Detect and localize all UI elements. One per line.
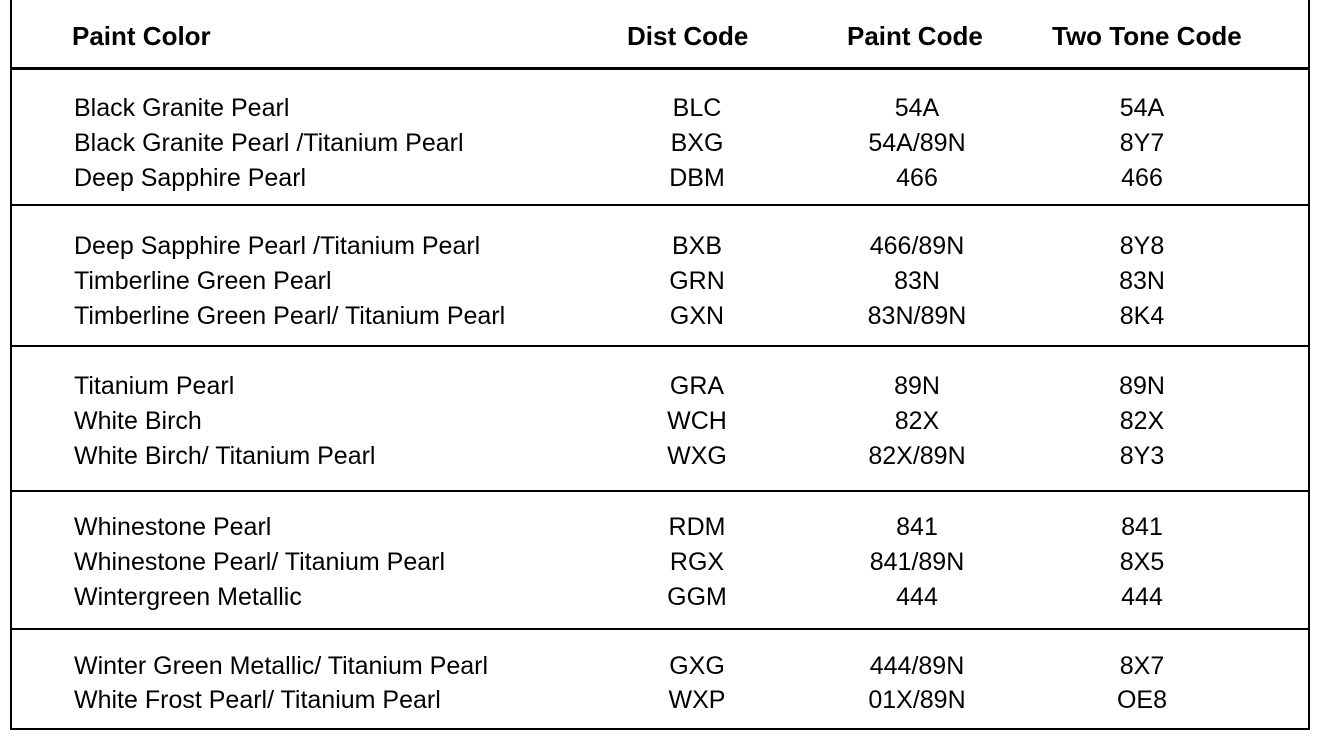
paint-color-cell: Whinestone Pearl [74, 513, 272, 541]
paint-color-cell: Black Granite Pearl [74, 94, 290, 122]
header-dist-code: Dist Code [627, 21, 749, 51]
table-group [12, 70, 1308, 206]
paint-code-cell: 89N [894, 372, 940, 400]
table-row [12, 439, 1308, 474]
dist-code-cell: DBM [669, 164, 725, 192]
table-row [12, 404, 1308, 439]
table-row [12, 580, 1308, 615]
paint-code-cell: 444/89N [869, 652, 965, 680]
table-row [12, 299, 1308, 334]
table-row [12, 369, 1308, 404]
table-row [12, 264, 1308, 299]
paint-code-cell: 01X/89N [868, 686, 966, 714]
paint-code-cell: 841/89N [869, 548, 965, 576]
paint-code-cell: 83N [894, 267, 940, 295]
table-group [12, 347, 1308, 492]
two-tone-code-cell: 8K4 [1119, 302, 1165, 330]
table-group [12, 492, 1308, 630]
two-tone-code-cell: 8X5 [1119, 548, 1165, 576]
dist-code-cell: RGX [669, 548, 725, 576]
dist-code-cell: WXP [668, 686, 726, 714]
paint-code-cell: 54A/89N [868, 129, 966, 157]
paint-code-table [10, 0, 1310, 730]
table-row [12, 126, 1308, 161]
table-row [12, 545, 1308, 580]
table-row [12, 510, 1308, 545]
two-tone-code-cell: 444 [1121, 583, 1163, 611]
dist-code-cell: GRA [669, 372, 725, 400]
paint-code-cell: 82X/89N [868, 442, 966, 470]
table-row [12, 649, 1308, 684]
table-row [12, 161, 1308, 196]
table-row [12, 229, 1308, 264]
paint-color-cell: White Birch [74, 407, 202, 435]
table-group [12, 206, 1308, 347]
dist-code-cell: BXG [670, 129, 724, 157]
table-row [12, 683, 1308, 718]
paint-color-cell: Black Granite Pearl /Titanium Pearl [74, 129, 464, 157]
dist-code-cell: BXB [671, 232, 723, 260]
paint-color-cell: Deep Sapphire Pearl [74, 164, 307, 192]
dist-code-cell: BLC [672, 94, 722, 122]
dist-code-cell: GXG [669, 652, 725, 680]
paint-code-cell: 82X [894, 407, 940, 435]
paint-color-cell: Winter Green Metallic/ Titanium Pearl [74, 652, 489, 680]
paint-code-cell: 444 [896, 583, 938, 611]
paint-color-cell: Timberline Green Pearl/ Titanium Pearl [74, 302, 506, 330]
two-tone-code-cell: 8X7 [1119, 652, 1165, 680]
two-tone-code-cell: 8Y7 [1119, 129, 1165, 157]
header-paint-code: Paint Code [847, 21, 983, 51]
two-tone-code-cell: OE8 [1116, 686, 1168, 714]
paint-color-cell: Whinestone Pearl/ Titanium Pearl [74, 548, 446, 576]
two-tone-code-cell: 82X [1119, 407, 1165, 435]
dist-code-cell: RDM [668, 513, 726, 541]
dist-code-cell: GXN [669, 302, 725, 330]
paint-color-cell: Deep Sapphire Pearl /Titanium Pearl [74, 232, 481, 260]
two-tone-code-cell: 83N [1119, 267, 1165, 295]
paint-color-cell: Titanium Pearl [74, 372, 235, 400]
header-two-tone-code: Two Tone Code [1052, 21, 1242, 51]
paint-code-cell: 54A [894, 94, 940, 122]
dist-code-cell: GGM [667, 583, 727, 611]
paint-color-cell: Timberline Green Pearl [74, 267, 332, 295]
two-tone-code-cell: 8Y8 [1119, 232, 1165, 260]
table-header-row [12, 0, 1308, 70]
paint-code-cell: 466/89N [869, 232, 965, 260]
two-tone-code-cell: 89N [1119, 372, 1165, 400]
dist-code-cell: WXG [667, 442, 727, 470]
paint-color-cell: Wintergreen Metallic [74, 583, 302, 611]
two-tone-code-cell: 8Y3 [1119, 442, 1165, 470]
dist-code-cell: WCH [667, 407, 727, 435]
dist-code-cell: GRN [669, 267, 725, 295]
paint-color-cell: White Birch/ Titanium Pearl [74, 442, 376, 470]
two-tone-code-cell: 841 [1121, 513, 1163, 541]
header-paint-color: Paint Color [72, 21, 211, 51]
table-group [12, 630, 1308, 728]
paint-code-cell: 841 [896, 513, 938, 541]
two-tone-code-cell: 54A [1119, 94, 1165, 122]
paint-code-cell: 83N/89N [867, 302, 967, 330]
two-tone-code-cell: 466 [1121, 164, 1163, 192]
table-row [12, 91, 1308, 126]
paint-code-cell: 466 [896, 164, 938, 192]
paint-color-cell: White Frost Pearl/ Titanium Pearl [74, 686, 441, 714]
